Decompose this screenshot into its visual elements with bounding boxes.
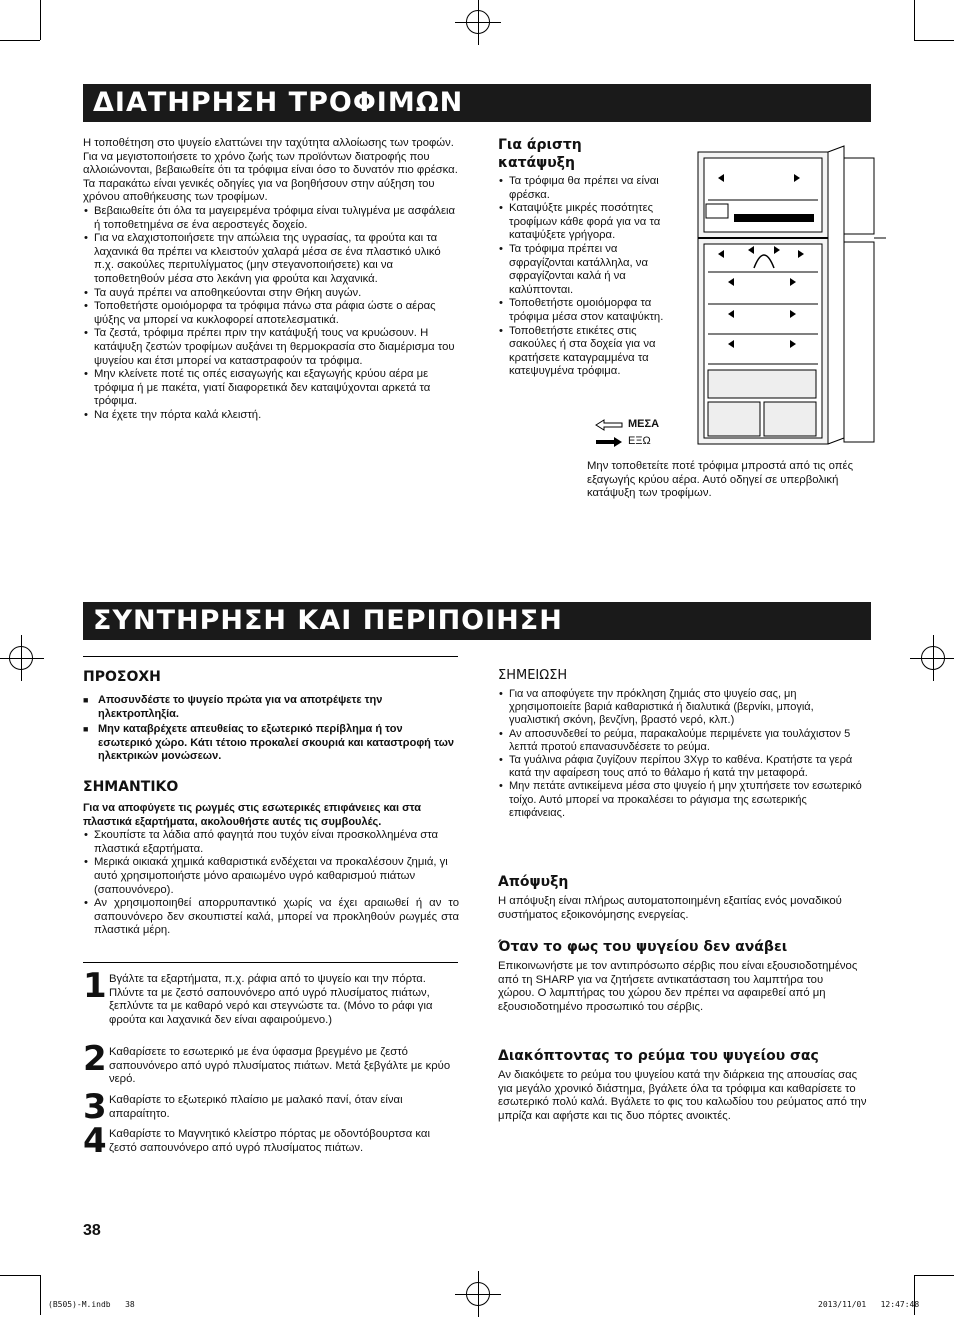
list-item: • Τα αυγά πρέπει να αποθηκεύονται στην Θήκη αυγών.: [83, 287, 459, 301]
list-item: ■ Αποσυνδέστε το ψυγείο πρώτα για να αποτρέψετε την ηλεκτροπληξία.: [83, 694, 459, 721]
light-title: Όταν το φως του ψυγείου δεν ανάβει: [498, 939, 788, 955]
list-item: • Τοποθετήστε ετικέτες στις σακούλες ή στα δοχεία για να κρατήσετε καταγραμμένα τα κατεψυγμένα τρόφιμα.: [498, 325, 684, 379]
light-block: [498, 938, 862, 1014]
important-title: ΣΗΜΑΝΤΙΚΟ: [83, 778, 179, 795]
step-number: 2: [83, 1039, 107, 1079]
defrost-title: Απόψυξη: [498, 874, 569, 890]
file-name: (B505)-M.indb 38: [48, 1300, 135, 1309]
cleaning-step: [83, 1087, 459, 1127]
power-block: [498, 1047, 872, 1123]
list-item: • Για να ελαχιστοποιήσετε την απώλεια της υγρασίας, τα φρούτα και τα λαχανικά θα πρέπει να κλειστούν χαλαρά μέσα σε ένα πλαστικό υλικό π.χ. σακούλες περιτυλίγματος (μην στεγανοποιήσετε) και να τοποθετηθούν μέσα στο λεκάνη για φρούτα και λαχανικά.: [83, 232, 459, 286]
caution-block: [83, 668, 459, 938]
section-banner-maintenance: ΣΥΝΤΗΡΗΣΗ ΚΑΙ ΠΕΡΙΠΟΙΗΣΗ: [83, 602, 871, 640]
registration-mark-icon: [921, 646, 945, 670]
step-text: Καθαρίσετε το εσωτερικό με ένα ύφασμα βρεγμένο με ζεστό σαπουνόνερο από υγρό πλυσίματος πιάτων. Μετά ξεβγάλτε με κρύο νερό.: [109, 1046, 451, 1086]
legend-out: [594, 435, 684, 449]
step-number: 1: [83, 966, 107, 1006]
print-timestamp: 2013/11/01 12:47:48: [818, 1300, 920, 1309]
registration-mark-icon: [466, 10, 490, 34]
registration-mark-icon: [466, 1282, 490, 1306]
list-item: • Να έχετε την πόρτα καλά κλειστή.: [83, 409, 459, 423]
list-item: • Τα τρόφιμα θα πρέπει να είναι φρέσκα.: [498, 175, 684, 202]
list-item: • Μερικά οικιακά χημικά καθαριστικά ενδέχεται να προκαλέσουν ζημιά, γι αυτό χρησιμοποιήστε μόνο αραιωμένο υγρό καθαρισμού πιάτων (σαπουνόνερο).: [83, 856, 459, 897]
arrow-out-icon: [594, 436, 624, 448]
list-item: • Μην πετάτε αντικείμενα μέσα στο ψυγείο ή μην χτυπήσετε τον εσωτερικό τοίχο. Αυτό μπορεί να προκαλέσει το ράγισμα της εσωτερικής επιφάνειας.: [498, 780, 862, 820]
important-lead: Για να αποφύγετε τις ρωγμές στις εσωτερικές επιφάνειες και στα πλαστικά εξαρτήματα, ακολουθήστε αυτές τις συμβουλές.: [83, 801, 422, 828]
arrow-in-icon: [594, 419, 624, 431]
defrost-text: Η απόψυξη είναι πλήρως αυτοματοποιημένη εξαιτίας ενός μοναδικού συστήματος εξοικονόμησης ενεργείας.: [498, 895, 842, 921]
page-number: 38: [83, 1222, 101, 1239]
list-item: • Αν χρησιμοποιηθεί απορρυπαντικό χωρίς να έχει αραιωθεί ή αν το σαπουνόνερο δεν σκουπιστεί καλά, μπορεί να προκληθούν ρωγμές στα πλαστικά μέρη.: [83, 897, 459, 938]
list-item: • Για να αποφύγετε την πρόκληση ζημιάς στο ψυγείο σας, μη χρησιμοποιείτε βαριά καθαριστικά ή διαλυτικά (βερνίκι, μπογιά, γυαλιστική σκόνη, βενζίνη, βραστό νερό, κλπ.): [498, 688, 862, 728]
crop-mark: [914, 0, 915, 40]
legend-out-label: ΕΞΩ: [628, 435, 651, 447]
registration-mark-icon: [9, 646, 33, 670]
list-item: • Τα ζεστά, τρόφιμα πρέπει πριν την κατάψυξή τους να κρυώσουν. Η κατάψυξη ζεστών τροφίμων αυξάνει τη θερμοκρασία στο διαμέρισμα του ψυγείου και έτσι μπορεί να καταστραφούν τα τρόφιμα.: [83, 327, 459, 368]
step-text: Βγάλτε τα εξαρτήματα, π.χ. ράφια από το ψυγείο και την πόρτα. Πλύντε τα με ζεστό σαπουνόνερο από υγρό πλυσίματος πιάτων, ξεπλύντε τα με καθαρό νερό και στεγνώστε τα. (Μόνο το ράφι για φρούτα και λαχανικά δεν είναι αφαιρούμενο.): [109, 973, 433, 1026]
crop-mark: [0, 40, 40, 41]
step-number: 3: [83, 1087, 107, 1127]
divider: [83, 962, 458, 963]
list-item: • Τα τρόφιμα πρέπει να σφραγίζονται κατάλληλα, να σφραγίζονται καλά ή να καλύπτονται.: [498, 243, 684, 297]
legend-in: [594, 418, 684, 432]
step-text: Καθαρίστε το Μαγνητικό κλείστρο πόρτας με οδοντόβουρτσα και ζεστό σαπουνόνερο από υγρό πλυσίματος πιάτων.: [109, 1128, 430, 1154]
list-item: • Αν αποσυνδεθεί το ρεύμα, παρακαλούμε περιμένετε για τουλάχιστον 5 λεπτά προτού επανασυνδέσετε το ρεύμα.: [498, 728, 862, 754]
freezing-title: Για άριστη κατάψυξη: [498, 137, 582, 171]
section-banner-food-storage: ΔΙΑΤΗΡΗΣΗ ΤΡΟΦΙΜΩΝ: [83, 84, 871, 122]
light-text: Επικοινωνήστε με τον αντιπρόσωπο σέρβις που είναι εξουσιοδοτημένος από τη SHARP για να ζητήσετε αντικατάσταση του λαμπτήρα του χώρου. Ο λαμπτήρας του χώρου δεν πρέπει να αφαιρεθεί από μη εξουσιοδοτημένο προσωπικό του σέρβις.: [498, 960, 858, 1013]
freezing-bullets: [498, 175, 684, 379]
list-item: • Μην κλείνετε ποτέ τις οπές εισαγωγής και εξαγωγής κρύου αέρα με τρόφιμα ή με πακέτα, γιατί διαφορετικά δεν καταψύχονται αρκετά τα τρόφιμα.: [83, 368, 459, 409]
power-title: Διακόπτοντας το ρεύμα του ψυγείου σας: [498, 1048, 819, 1064]
list-item: ■ Μην καταβρέχετε απευθείας το εξωτερικό περίβλημα ή τον εσωτερικό χώρο. Κάτι τέτοιο προκαλεί σκουριά και καταστροφή των ηλεκτρικών μονώσεων.: [83, 723, 459, 764]
defrost-block: [498, 873, 862, 922]
cleaning-step: [83, 1121, 459, 1161]
list-item: • Σκουπίστε τα λάδια από φαγητά που τυχόν είναι προσκολλημένα στα πλαστικά εξαρτήματα.: [83, 829, 459, 856]
storage-bullets: [83, 205, 459, 423]
cleaning-step: [83, 1039, 459, 1087]
crop-mark: [914, 40, 954, 41]
caution-title: ΠΡΟΣΟΧΗ: [83, 669, 161, 685]
legend-in-label: ΜΕΣΑ: [628, 418, 660, 430]
note-block: [498, 668, 862, 820]
caution-list: [83, 694, 459, 764]
crop-mark: [0, 1275, 40, 1276]
crop-mark: [914, 1275, 954, 1276]
list-item: • Καταψύξτε μικρές ποσότητες τροφίμων κάθε φορά για να τα καταψύξετε γρήγορα.: [498, 202, 684, 243]
food-storage-text: [83, 137, 459, 422]
note-bullets: [498, 688, 862, 820]
list-item: • Τοποθετήστε ομοιόμορφα τα τρόφιμα μέσα στον καταψύκτη.: [498, 297, 684, 324]
list-item: • Βεβαιωθείτε ότι όλα τα μαγειρεμένα τρόφιμα είναι τυλιγμένα με ασφάλεια ή τοποθετημένα σε ένα αεροστεγές δοχείο.: [83, 205, 459, 232]
illustration-caption: Μην τοποθετείτε ποτέ τρόφιμα μπροστά από τις οπές εξαγωγής κρύου αέρα. Αυτό οδηγεί σε υπερβολική κατάψυξη των τροφίμων.: [587, 460, 854, 500]
crop-mark: [40, 1275, 41, 1315]
freezing-tips: [498, 136, 684, 379]
power-text: Αν διακόψετε το ρεύμα του ψυγείου κατά την διάρκεια της απουσίας σας για μεγάλο χρονικό διάστημα, βγάλετε όλα τα τρόφιμα και καθαρίσετε το εσωτερικό πολύ καλά. Βγάλετε το φις του καλωδίου του ρεύματος από την μπρίζα και αφήστε και τις δυο πόρτες ανοικτές.: [498, 1069, 867, 1122]
intro-paragraph: Η τοποθέτηση στο ψυγείο ελαττώνει την ταχύτητα αλλοίωσης των τροφών. Για να μεγιστοποιήσετε το χρόνο ζωής των προϊόντων διατροφής που αλλοιώνονται, βεβαιωθείτε ότι τα τρόφιμα είναι όσο το δυνατόν πιο φρέσκα. Τα παρακάτω είναι γενικές οδηγίες για να βοηθήσουν στην αύξηση του χρόνου αποθήκευσης των τροφίμων.: [83, 137, 458, 204]
note-title: ΣΗΜΕΙΩΣΗ: [498, 668, 568, 683]
cleaning-step: [83, 966, 459, 1027]
step-number: 4: [83, 1121, 107, 1161]
divider: [83, 656, 458, 657]
list-item: • Τα γυάλινα ράφια ζυγίζουν περίπου 3Χγρ το καθένα. Κρατήστε τα γερά κατά την αφαίρεση τους από το θάλαμο ή κατά την μεταφορά.: [498, 754, 862, 780]
list-item: • Τοποθετήστε ομοιόμορφα τα τρόφιμα πάνω στα ράφια ώστε ο αέρας ψύξης να μπορεί να κυκλοφορεί αποτελεσματικά.: [83, 300, 459, 327]
fridge-airflow-illustration: [694, 138, 886, 450]
important-bullets: [83, 829, 459, 938]
crop-mark: [40, 0, 41, 40]
step-text: Καθαρίστε το εξωτερικό πλαίσιο με μαλακό πανί, όταν είναι απαραίτητο.: [109, 1094, 403, 1120]
